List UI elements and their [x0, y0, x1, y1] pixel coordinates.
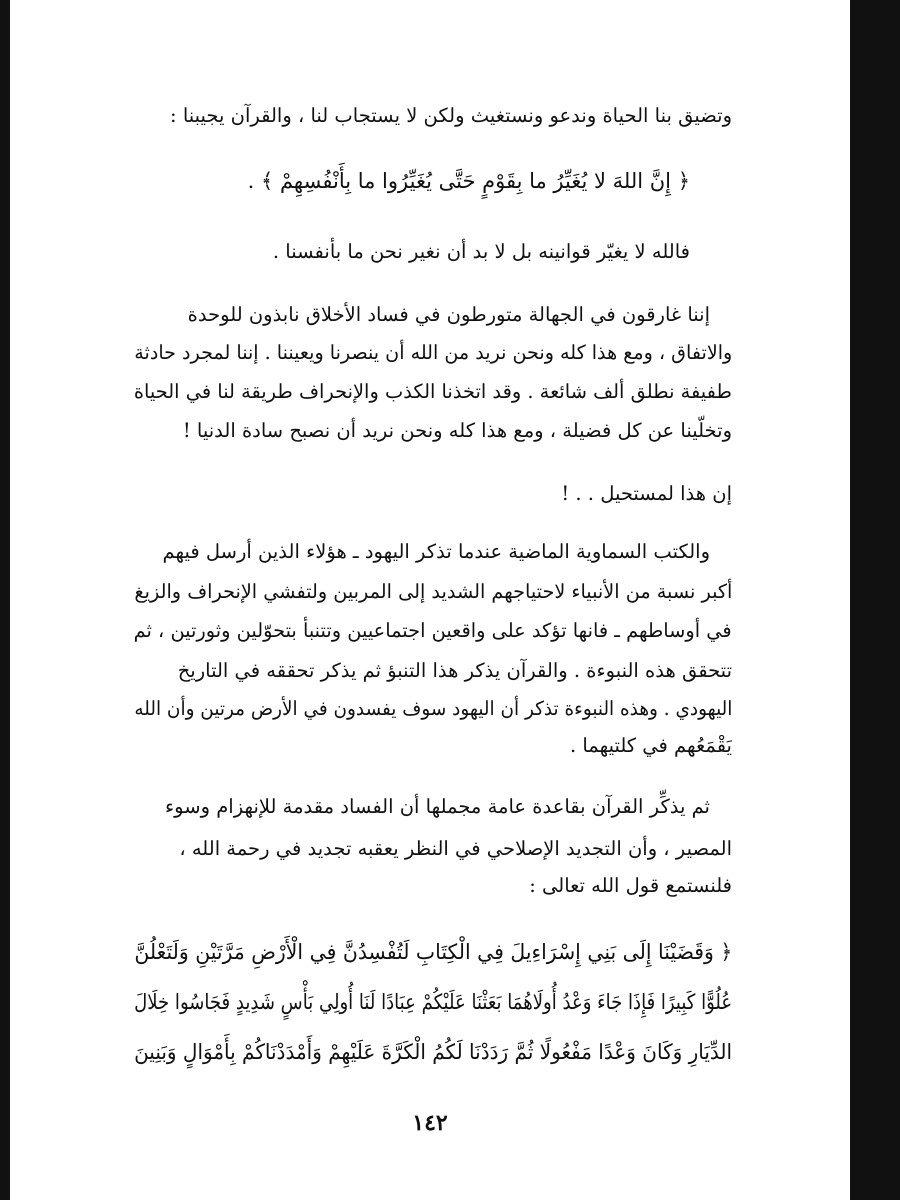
- book-page: وتضيق بنا الحياة وندعو ونستغيث ولكن لا يستجاب لنا ، والقرآن يجيبنا : ﴿ إِنَّ اللهَ لا يُغَيِّرُ ما بِقَوْمٍ حَتَّى يُغَيِّرُوا ما بِأَنْفُسِهِمْ ﴾ . فالله لا يغيّر قوانينه بل لا بد أن نغير نحن ما بأنفسنا . إننا غارقون في الجهالة متورطون في فساد الأخلاق نابذون للوحدة والاتفاق ، ومع هذا كله ونحن نريد من الله أن ينصرنا ويعيننا . إننا لمجرد حادثة طفيفة نطلق ألف شائعة . وقد اتخذنا الكذب والإنحراف طريقة لنا في الحياة وتخلّينا عن كل فضيلة ، ومع هذا كله ونحن نريد أن نصبح سادة الدنيا ! إن هذا لمستحيل . . ! والكتب السماوية الماضية عندما تذكر اليهود ـ هؤلاء الذين أرسل فيهم أكبر نسبة من الأنبياء لاحتياجهم الشديد إلى المربين ولتفشي الإنحراف والزيغ في أوساطهم ـ فانها تؤكد على واقعين اجتماعيين وتتنبأ بتحوّلين وثورتين ، ثم تتحقق هذه النبوءة . والقرآن يذكر هذا التنبؤ ثم يذكر تحققه في التاريخ اليهودي . وهذه النبوءة تذكر أن اليهود سوف يفسدون في الأرض مرتين وأن الله يَقْمَعُهم في كلتيهما . ثم يذكِّر القرآن بقاعدة عامة مجملها أن الفساد مقدمة للإنهزام وسوء المصير ، وأن التجديد الإصلاحي في النظر يعقبه تجديد في رحمة الله ، فلنستمع قول الله تعالى : ﴿ وَقَضَيْنَا إِلَى بَنِي إِسْرَاءِيلَ فِي الْكِتَابِ لَتُفْسِدُنَّ فِي الْأَرْضِ مَرَّتَيْنِ وَلَتَعْلُنَّ عُلُوًّا كَبِيرًا فَإِذَا جَاءَ وَعْدُ أُولَاهُمَا بَعَثْنَا عَلَيْكُمْ عِبَادًا لَنَا أُولِي بَأْسٍ شَدِيدٍ فَجَاسُوا خِلَالَ الدِّيَارِ وَكَانَ وَعْدًا مَفْعُولًا ثُمَّ رَدَدْنَا لَكُمُ الْكَرَّةَ عَلَيْهِمْ وَأَمْدَدْنَاكُمْ بِأَمْوَالٍ وَبَنِينَ ١٤٢: [10, 0, 850, 1200]
- scan-edge-right: [850, 0, 900, 1200]
- page-number: ١٤٢: [412, 1110, 448, 1136]
- scan-edge-left: [0, 0, 10, 1200]
